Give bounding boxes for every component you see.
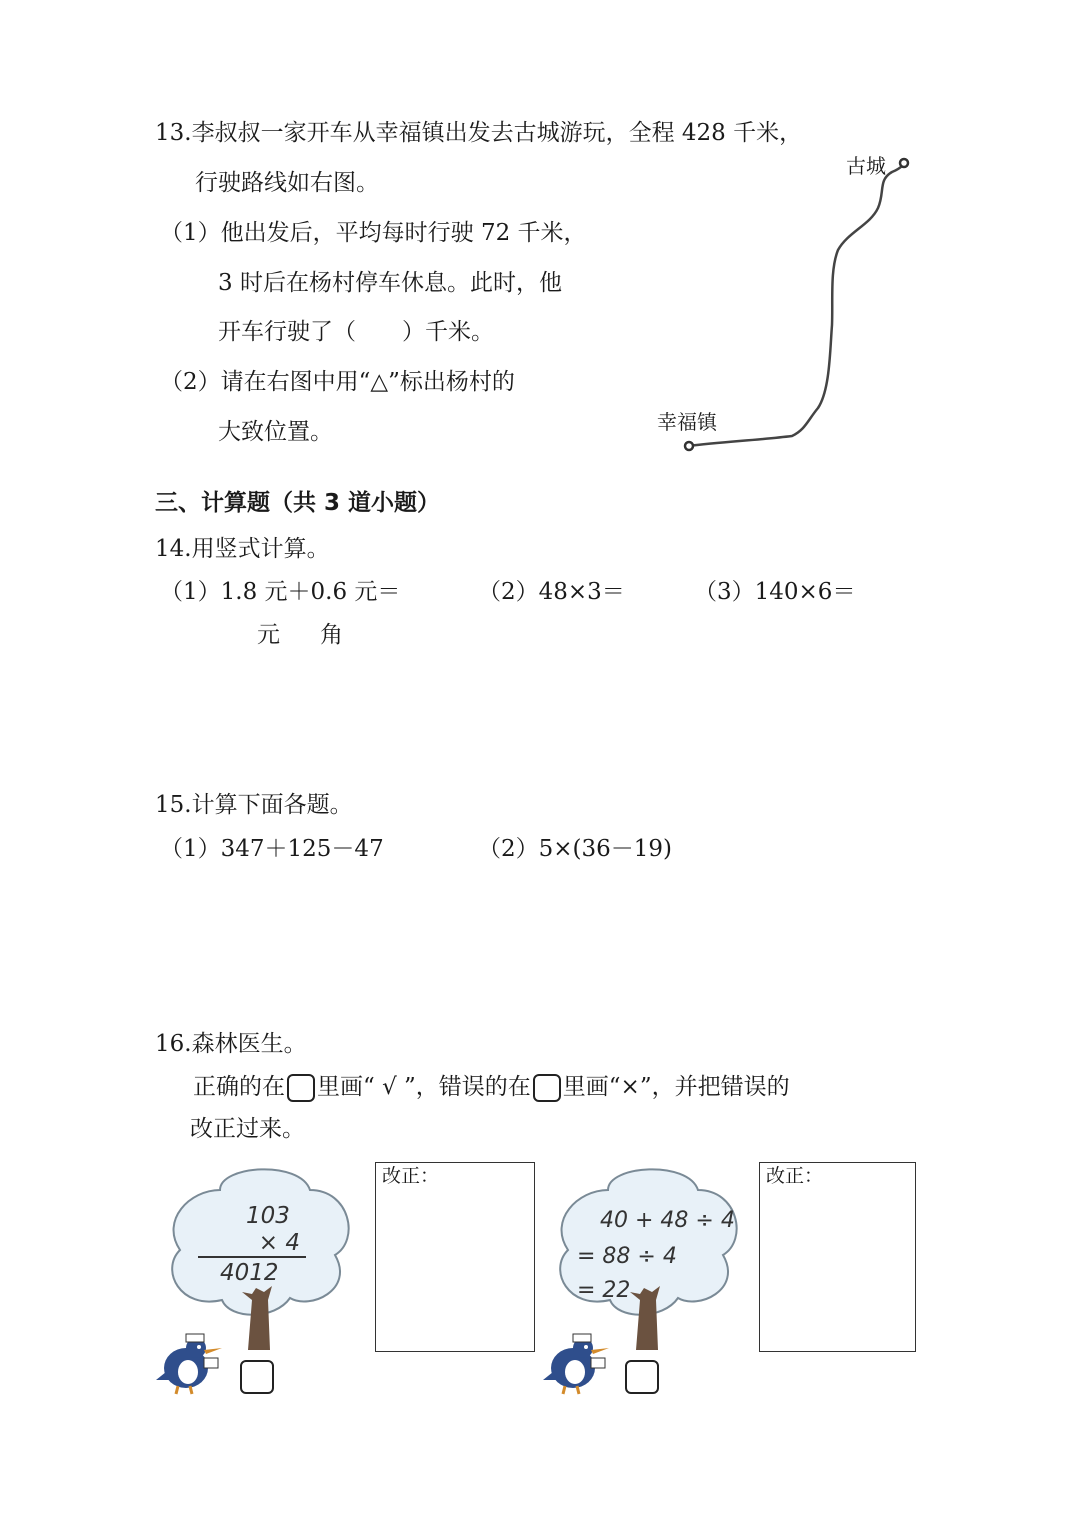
bird-icon xyxy=(156,1328,232,1398)
q16-instr-b: 里画“ √ ”，错误的在 xyxy=(317,1074,531,1100)
start-point-icon xyxy=(685,442,693,450)
q13-line1: 13.李叔叔一家开车从幸福镇出发去古城游玩，全程 428 千米， xyxy=(155,120,803,146)
q16-instr-c: 里画“×”，并把错误的 xyxy=(562,1074,790,1100)
answer-checkbox-1[interactable] xyxy=(240,1360,274,1394)
q13-part1-line2: 3 时后在杨村停车休息。此时，他 xyxy=(218,270,562,296)
tree2-line1: 40 + 48 ÷ 4 xyxy=(600,1208,735,1233)
q13-part2-line1: （2）请在右图中用“△”标出杨村的 xyxy=(160,369,515,395)
q16-instr-a: 正确的在 xyxy=(193,1074,285,1100)
end-point-icon xyxy=(900,159,908,167)
correction-box-1[interactable] xyxy=(375,1162,535,1352)
map-start-label: 幸福镇 xyxy=(657,410,717,434)
q13-part1-line1: （1）他出发后，平均每时行驶 72 千米， xyxy=(160,220,587,246)
q13-part1-line3: 开车行驶了（ ）千米。 xyxy=(218,319,494,345)
tree2-line3: = 22 xyxy=(577,1278,631,1303)
tree1-line2: × 4 xyxy=(258,1230,300,1256)
tree1-line3: 4012 xyxy=(220,1260,279,1286)
map-end-label: 古城 xyxy=(846,154,886,178)
section-heading: 三、计算题（共 3 道小题） xyxy=(155,490,441,516)
correction-box-2[interactable] xyxy=(759,1162,916,1352)
q14-part1: （1）1.8 元＋0.6 元＝ xyxy=(160,579,401,605)
bird-icon xyxy=(543,1328,619,1398)
q15-title: 15.计算下面各题。 xyxy=(155,792,353,818)
correction-label-2: 改正： xyxy=(766,1165,824,1187)
tree1-divider xyxy=(198,1256,306,1258)
q15-part1: （1）347＋125－47 xyxy=(160,836,384,862)
inline-checkbox-icon xyxy=(533,1074,561,1102)
q15-part2: （2）5×(36－19) xyxy=(478,836,673,862)
tree1-line1: 103 xyxy=(246,1203,290,1229)
q14-unit-jiao: 角 xyxy=(320,622,343,648)
q16-instruction-line2: 改正过来。 xyxy=(190,1116,305,1142)
answer-checkbox-2[interactable] xyxy=(625,1360,659,1394)
q14-unit-yuan: 元 xyxy=(257,622,280,648)
q13-line2: 行驶路线如右图。 xyxy=(195,170,379,196)
q14-part2: （2）48×3＝ xyxy=(478,579,625,605)
q14-part3: （3）140×6＝ xyxy=(694,579,856,605)
inline-checkbox-icon xyxy=(287,1074,315,1102)
q14-title: 14.用竖式计算。 xyxy=(155,536,330,562)
tree2-line2: = 88 ÷ 4 xyxy=(577,1244,677,1269)
route-line xyxy=(689,162,905,446)
q16-title: 16.森林医生。 xyxy=(155,1031,307,1057)
q13-part2-line2: 大致位置。 xyxy=(218,419,333,445)
q16-instruction xyxy=(193,1072,790,1102)
correction-label-1: 改正： xyxy=(382,1165,440,1187)
